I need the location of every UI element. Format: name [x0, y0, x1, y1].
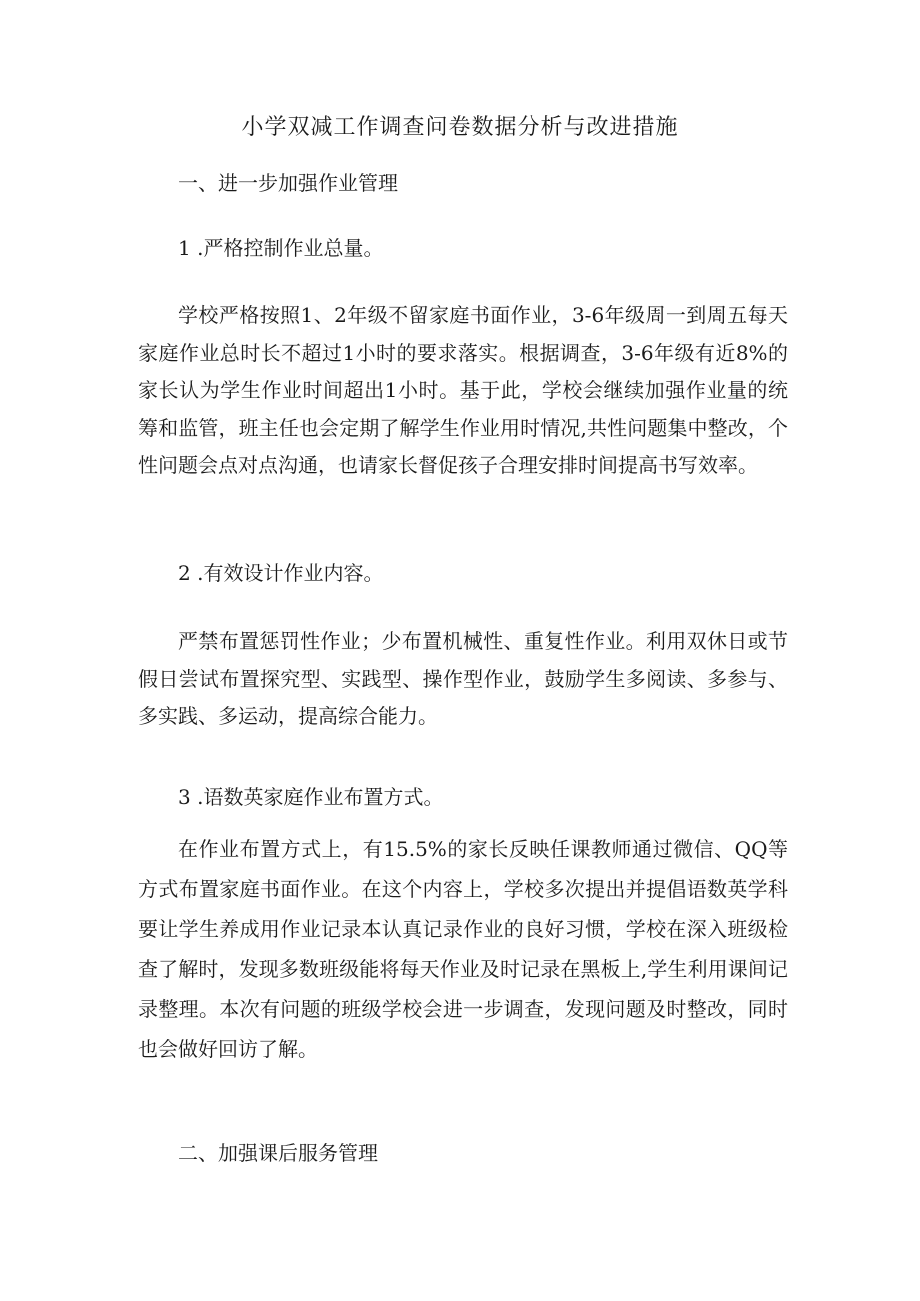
- section-2-heading: 二、加强课后服务管理: [178, 1141, 378, 1165]
- item-1-paragraph: 学校严格按照1、2年级不留家庭书面作业，3-6年级周一到周五每天家庭作业总时长不超过1小时的要求落实。根据调查，3-6年级有近8%的家长认为学生作业时间超出1小时。基于此，学校会继续加强作业量的统筹和监管，班主任也会定期了解学生作业用时情况,共性问题集中整改，个性问题会点对点沟通，也请家长督促孩子合理安排时间提高书写效率。: [138, 303, 788, 478]
- document-title: 小学双减工作调查问卷数据分析与改进措施: [241, 115, 679, 140]
- item-3-heading: 3 .语数英家庭作业布置方式。: [178, 785, 444, 809]
- section-1-heading: 一、进一步加强作业管理: [178, 171, 398, 195]
- item-2-paragraph: 严禁布置惩罚性作业；少布置机械性、重复性作业。利用双休日或节假日尝试布置探究型、实践型、操作型作业，鼓励学生多阅读、多参与、多实践、多运动，提高综合能力。: [138, 629, 788, 729]
- item-3-paragraph: 在作业布置方式上，有15.5%的家长反映任课教师通过微信、QQ等方式布置家庭书面作业。在这个内容上，学校多次提出并提倡语数英学科要让学生养成用作业记录本认真记录作业的良好习惯，学校在深入班级检查了解时，发现多数班级能将每天作业及时记录在黑板上,学生利用课间记录整理。本次有问题的班级学校会进一步调查，发现问题及时整改，同时也会做好回访了解。: [138, 837, 788, 1061]
- item-1-heading: 1 .严格控制作业总量。: [178, 236, 384, 260]
- item-2-heading: 2 .有效设计作业内容。: [178, 561, 384, 585]
